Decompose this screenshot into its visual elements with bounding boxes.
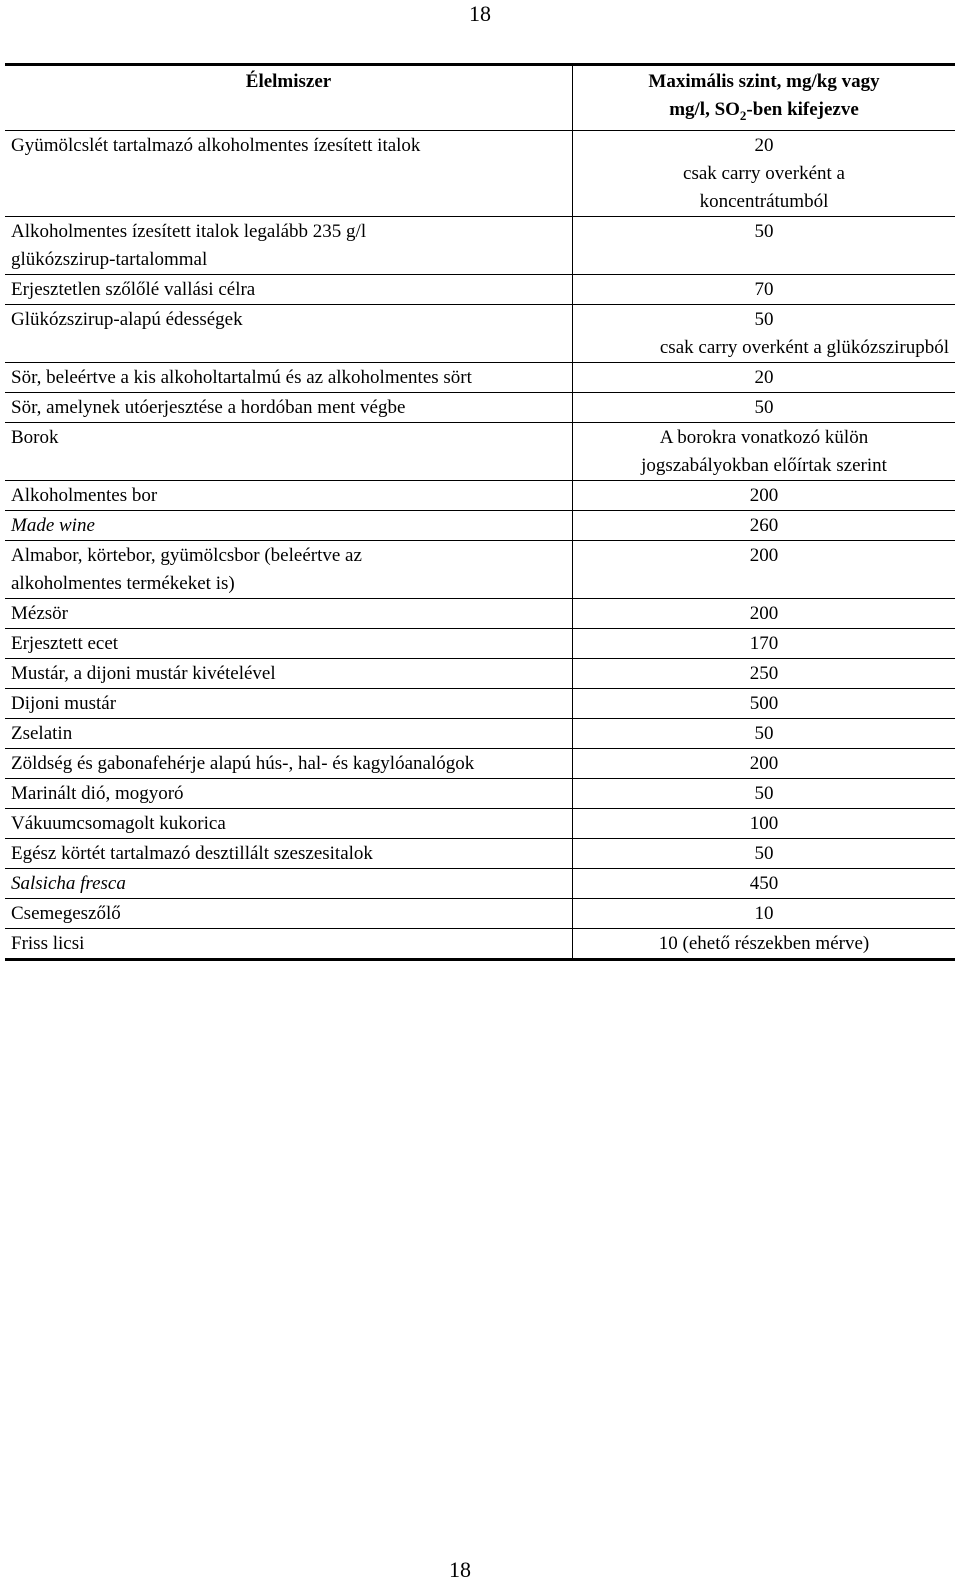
table-row xyxy=(5,718,955,748)
table-row xyxy=(5,928,955,958)
limit-cell: 50 xyxy=(754,782,774,804)
limit-cell: 500 xyxy=(749,692,779,714)
food-cell: Gyümölcslét tartalmazó alkoholmentes ízesített italok xyxy=(5,131,573,216)
food-cell: Friss licsi xyxy=(5,929,573,958)
limit-note: csak carry overként a glükózszirupból xyxy=(659,336,949,358)
limit-cell: 50 xyxy=(754,722,774,744)
food-cell: Glükózszirup-alapú édességek xyxy=(5,305,573,362)
table-row xyxy=(5,598,955,628)
table-row xyxy=(5,274,955,304)
limit-cell xyxy=(573,131,955,216)
limit-cell: 200 xyxy=(749,752,779,774)
table-row xyxy=(5,540,955,598)
limit-cell: 50 xyxy=(754,396,774,418)
table-row xyxy=(5,658,955,688)
food-cell: Mustár, a dijoni mustár kivételével xyxy=(5,659,573,688)
food-cell: Alkoholmentes bor xyxy=(5,481,573,510)
food-cell: Zselatin xyxy=(5,719,573,748)
food-cell: Egész körtét tartalmazó desztillált szeszesitalok xyxy=(5,839,573,868)
limit-cell xyxy=(573,423,955,480)
limit-cell: 260 xyxy=(749,514,779,536)
header-limit-line2 xyxy=(577,96,951,130)
header-food-label: Élelmiszer xyxy=(245,71,332,92)
table-row xyxy=(5,131,955,216)
limit-cell: 450 xyxy=(749,872,779,894)
food-cell: Csemegeszőlő xyxy=(5,899,573,928)
food-cell: Dijoni mustár xyxy=(5,689,573,718)
header-limit-line2-post: -ben kifejezve xyxy=(746,99,859,120)
table-row xyxy=(5,778,955,808)
limit-cell: 200 xyxy=(749,544,779,566)
food-cell: Erjesztett ecet xyxy=(5,629,573,658)
food-cell: Zöldség és gabonafehérje alapú hús-, hal- és kagylóanalógok xyxy=(5,749,573,778)
limit-cell: 200 xyxy=(749,602,779,624)
food-cell xyxy=(5,217,573,274)
table-row xyxy=(5,422,955,480)
table-row xyxy=(5,838,955,868)
limit-note: koncentrátumból xyxy=(699,190,829,212)
food-cell: Salsicha fresca xyxy=(5,869,573,898)
limit-cell xyxy=(573,305,955,362)
header-food xyxy=(5,66,573,130)
table-row xyxy=(5,362,955,392)
header-limit-subscript: 2 xyxy=(739,107,747,123)
limit-cell: 250 xyxy=(749,662,779,684)
limit-cell: 50 xyxy=(754,220,774,242)
limit-cell: 10 xyxy=(754,902,774,924)
food-cell: Sör, amelynek utóerjesztése a hordóban ment végbe xyxy=(5,393,573,422)
table-row xyxy=(5,748,955,778)
limit-line: A borokra vonatkozó külön xyxy=(659,426,869,448)
table-row xyxy=(5,628,955,658)
food-cell: Made wine xyxy=(5,511,573,540)
table-row xyxy=(5,480,955,510)
limit-cell: 10 (ehető részekben mérve) xyxy=(658,932,870,954)
table-row xyxy=(5,510,955,540)
food-cell: Mézsör xyxy=(5,599,573,628)
food-cell xyxy=(5,541,573,598)
food-line: Almabor, körtebor, gyümölcsbor (beleértve az xyxy=(11,544,362,566)
limit-cell: 170 xyxy=(749,632,779,654)
limit-value: 50 xyxy=(754,308,774,330)
table-row xyxy=(5,216,955,274)
food-line: glükózszirup-tartalommal xyxy=(11,248,208,270)
page-number-bottom: 18 xyxy=(449,1557,471,1582)
table-row xyxy=(5,392,955,422)
food-cell: Borok xyxy=(5,423,573,480)
food-cell: Erjesztetlen szőlőlé vallási célra xyxy=(5,275,573,304)
table-row xyxy=(5,688,955,718)
limit-cell: 70 xyxy=(754,278,774,300)
limit-cell: 200 xyxy=(749,484,779,506)
food-cell: Vákuumcsomagolt kukorica xyxy=(5,809,573,838)
page-number-top: 18 xyxy=(469,1,491,26)
table-row xyxy=(5,808,955,838)
limit-note: csak carry overként a xyxy=(683,162,845,184)
limit-line: jogszabályokban előírtak szerint xyxy=(641,454,887,476)
limit-cell: 100 xyxy=(749,812,779,834)
sulfite-limits-table xyxy=(5,63,955,961)
food-cell: Marinált dió, mogyoró xyxy=(5,779,573,808)
header-limit-line2-pre: mg/l, SO xyxy=(669,99,740,120)
food-line: Alkoholmentes ízesített italok legalább 235 g/l xyxy=(11,220,367,242)
header-limit-line1: Maximális szint, mg/kg vagy xyxy=(648,71,880,92)
food-cell: Sör, beleértve a kis alkoholtartalmú és az alkoholmentes sört xyxy=(5,363,573,392)
header-limit xyxy=(573,66,955,130)
table-row xyxy=(5,304,955,362)
table-row xyxy=(5,868,955,898)
table-header-row xyxy=(5,66,955,131)
limit-cell: 50 xyxy=(754,842,774,864)
limit-cell: 20 xyxy=(754,366,774,388)
limit-value: 20 xyxy=(754,134,774,156)
food-line: alkoholmentes termékeket is) xyxy=(11,572,235,594)
table-row xyxy=(5,898,955,928)
